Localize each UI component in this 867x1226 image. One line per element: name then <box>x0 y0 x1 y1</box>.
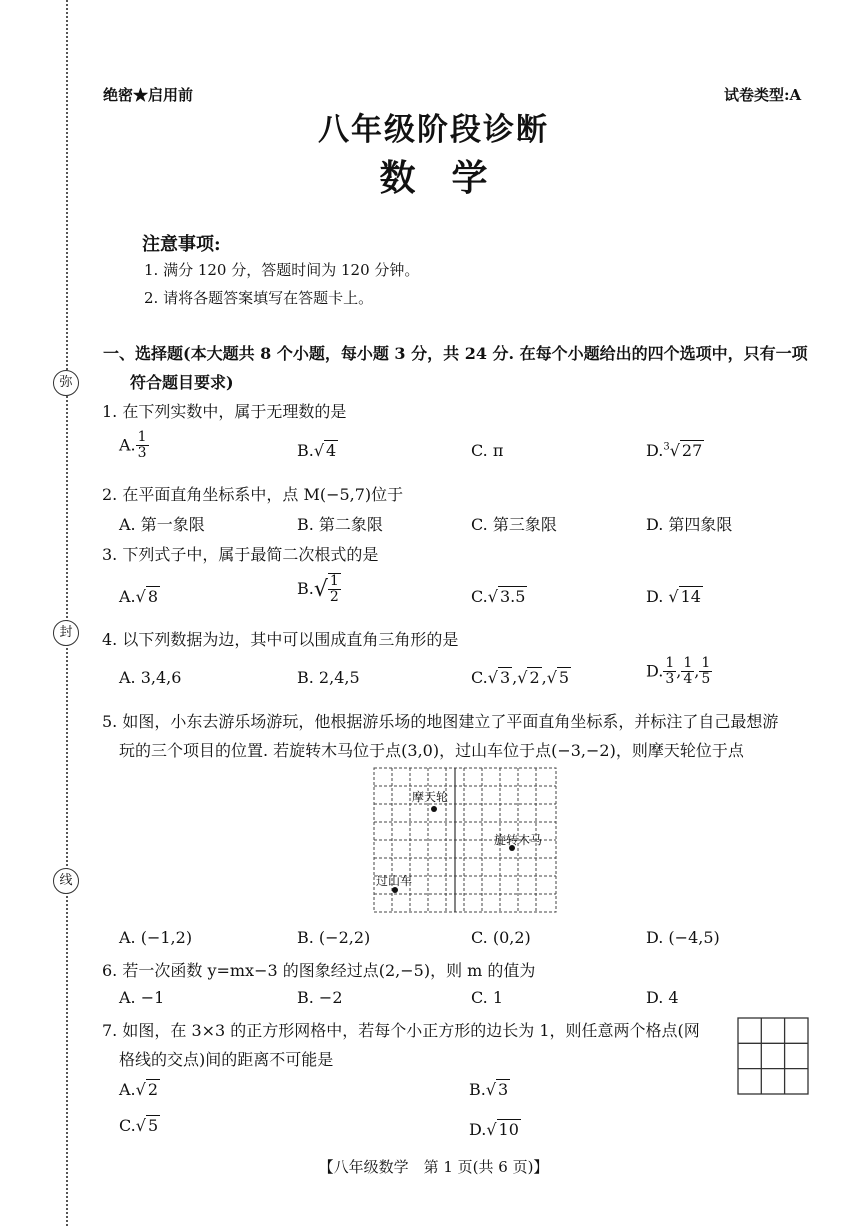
q4-option-c: C.√ 3 ,√ 2 ,√ 5 <box>471 668 570 687</box>
amusement-park-grid <box>372 766 558 914</box>
q2-option-c: C. 第三象限 <box>471 515 557 534</box>
paper-type: 试卷类型:A <box>724 86 802 104</box>
q1-option-b: B.√ 4 <box>297 441 337 460</box>
q1-option-c: C. π <box>471 441 504 460</box>
exam-title: 八年级阶段诊断 <box>318 112 549 148</box>
subject-title: 数 学 <box>379 157 488 199</box>
q2-option-d: D. 第四象限 <box>646 515 733 534</box>
section-title: 一、选择题(本大题共 8 个小题，每小题 3 分，共 24 分. 在每个小题给出的四个选项中，只有一项 <box>103 344 808 363</box>
q3-option-a: A.√ 8 <box>119 587 159 606</box>
q5-option-d: D. (−4,5) <box>646 928 720 947</box>
seal-label-xian: 线 <box>53 868 79 894</box>
notes-heading: 注意事项: <box>142 234 221 255</box>
q4-option-b: B. 2,4,5 <box>297 668 360 687</box>
seal-label-mi: 弥 <box>53 370 79 396</box>
question-6-stem: 6. 若一次函数 y=mx−3 的图象经过点(2,−5)，则 m 的值为 <box>102 961 536 980</box>
label-roller-coaster: 过山车 <box>376 874 413 888</box>
q1-option-a: A. $\frac{1}{3}$ <box>119 429 147 462</box>
question-3-stem: 3. 下列式子中，属于最简二次根式的是 <box>102 545 379 564</box>
label-carousel: 旋转木马 <box>494 833 543 847</box>
q5-option-a: A. (−1,2) <box>119 928 193 947</box>
label-ferris-wheel: 摩天轮 <box>412 790 449 804</box>
q4-option-d: D. $\frac{1}{3}$ , $\frac{1}{4}$ , $\frac{1}{5}$ <box>646 655 711 688</box>
question-5-stem-cont: 玩的三个项目的位置. 若旋转木马位于点(3,0)，过山车位于点(−3,−2)，则摩天轮位于点 <box>119 741 744 760</box>
question-7-stem-cont: 格线的交点)间的距离不可能是 <box>119 1050 334 1069</box>
q3-option-d: D. √ 14 <box>646 587 701 606</box>
square-grid-3x3 <box>736 1016 810 1096</box>
q4-option-a: A. 3,4,6 <box>119 668 182 687</box>
question-1-stem: 1. 在下列实数中，属于无理数的是 <box>102 402 347 421</box>
q2-option-b: B. 第二象限 <box>297 515 383 534</box>
section-title-cont: 符合题目要求) <box>130 373 234 392</box>
question-7-stem: 7. 如图，在 3×3 的正方形网格中，若每个小正方形的边长为 1，则任意两个格点(网 <box>102 1021 700 1040</box>
q7-option-c: C.√ 5 <box>119 1116 159 1135</box>
q7-option-b: B.√ 3 <box>469 1080 509 1099</box>
q6-option-b: B. −2 <box>297 988 343 1007</box>
notes-item: 1. 满分 120 分，答题时间为 120 分钟。 <box>144 261 420 279</box>
q5-option-c: C. (0,2) <box>471 928 531 947</box>
q6-option-a: A. −1 <box>119 988 165 1007</box>
q6-option-c: C. 1 <box>471 988 504 1007</box>
q7-option-a: A.√ 2 <box>119 1080 159 1099</box>
q1-option-d: D.$^3$√ 27 <box>646 441 703 460</box>
confidential-mark: 绝密★启用前 <box>103 86 194 104</box>
page-footer: 【八年级数学 第 1 页(共 6 页)】 <box>318 1158 549 1176</box>
q3-option-c: C.√ 3.5 <box>471 587 526 606</box>
q3-option-b: B.√ $\frac{1}{2}$ <box>297 573 339 606</box>
q2-option-a: A. 第一象限 <box>119 515 205 534</box>
question-5-stem: 5. 如图，小东去游乐场游玩，他根据游乐场的地图建立了平面直角坐标系，并标注了自己最想游 <box>102 712 779 731</box>
q7-option-d: D.√ 10 <box>469 1120 519 1139</box>
notes-item: 2. 请将各题答案填写在答题卡上。 <box>144 289 374 307</box>
q5-option-b: B. (−2,2) <box>297 928 371 947</box>
question-2-stem: 2. 在平面直角坐标系中，点 M(−5,7)位于 <box>102 485 404 504</box>
q6-option-d: D. 4 <box>646 988 679 1007</box>
seal-label-feng: 封 <box>53 620 79 646</box>
question-4-stem: 4. 以下列数据为边，其中可以围成直角三角形的是 <box>102 630 459 649</box>
